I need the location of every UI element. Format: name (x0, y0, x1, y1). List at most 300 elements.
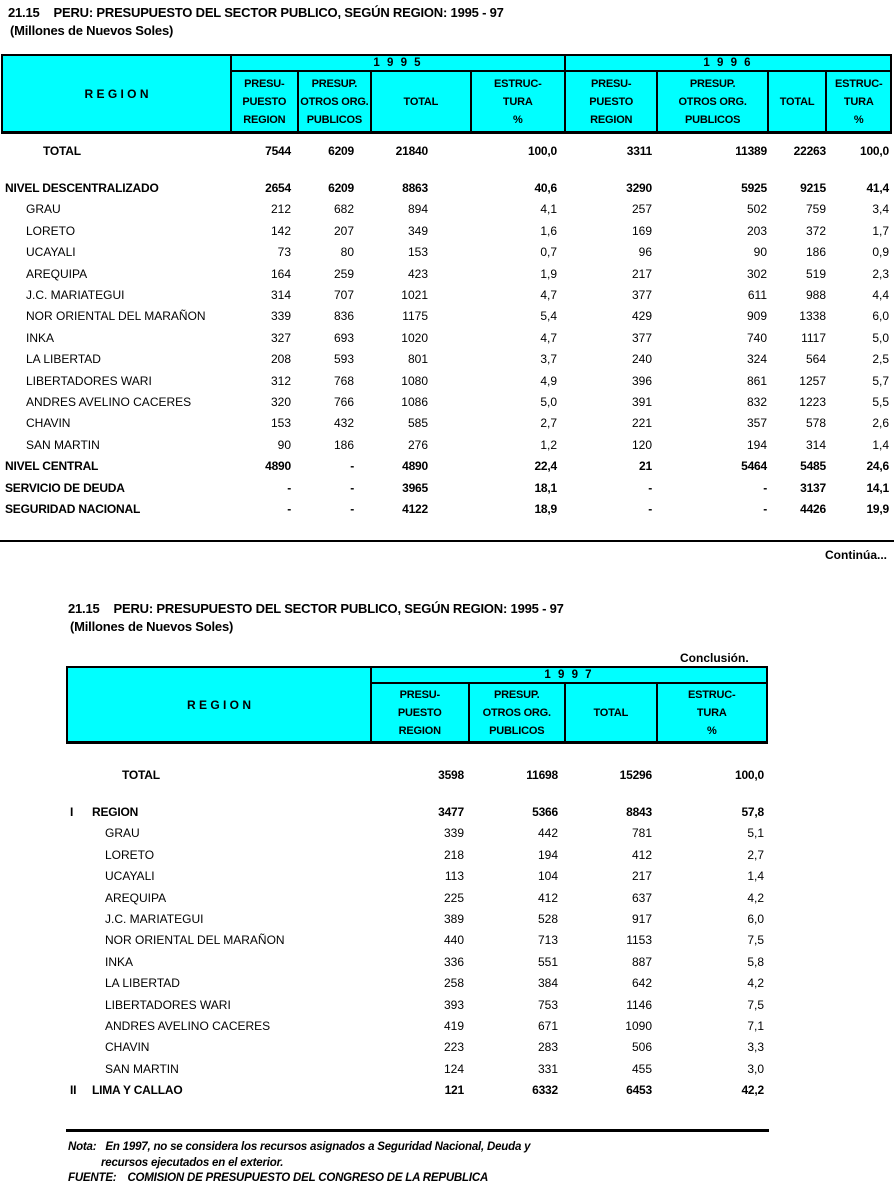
value-cell: - (648, 480, 652, 495)
value-cell: 283 (537, 1040, 558, 1055)
value-cell: 40,6 (534, 181, 557, 196)
value-cell: 1086 (401, 394, 428, 409)
value-cell: 832 (746, 394, 767, 409)
row-label-text: INKA (26, 330, 55, 345)
value-cell: 6,0 (747, 912, 764, 927)
table-row (66, 887, 768, 908)
row-label-text: LA LIBERTAD (26, 352, 101, 367)
value-cell: 8843 (626, 805, 652, 820)
table-row (1, 498, 892, 519)
table-row (66, 1015, 768, 1036)
value-cell: 1,7 (872, 223, 889, 238)
table1-rows (1, 140, 892, 520)
row-label (1, 144, 232, 158)
row-label (1, 459, 232, 473)
value-cell: 18,9 (534, 501, 557, 516)
value-cell: 429 (631, 309, 652, 324)
value-cell: 4,9 (540, 373, 557, 388)
row-label (1, 331, 232, 345)
value-cell: 100,0 (527, 143, 557, 158)
row-label (1, 202, 232, 216)
value-cell: 4122 (402, 501, 428, 516)
row-label-text: LORETO (105, 847, 155, 862)
value-cell: 100,0 (859, 143, 889, 158)
nota-label: Nota: (68, 1141, 97, 1153)
value-cell: 1,2 (540, 437, 557, 452)
value-cell: 396 (631, 373, 652, 388)
value-cell: 2,6 (872, 416, 889, 431)
row-numeral: I (70, 805, 74, 820)
value-cell: 8863 (402, 181, 428, 196)
row-label (66, 1062, 372, 1076)
value-cell: 153 (407, 245, 428, 260)
value-cell: 100,0 (734, 767, 764, 782)
col-header-otros-organismos: PRESUP. OTROS ORG. PUBLICOS (656, 72, 766, 131)
row-label-text: TOTAL (122, 767, 160, 782)
row-label (1, 395, 232, 409)
value-cell: 642 (631, 976, 652, 991)
value-cell: 1020 (401, 330, 428, 345)
value-cell: 593 (333, 352, 354, 367)
table-row (66, 823, 768, 844)
value-cell: 21840 (395, 143, 428, 158)
value-cell: 22263 (793, 143, 826, 158)
col-header-total: TOTAL (370, 72, 469, 131)
value-cell: 801 (407, 352, 428, 367)
value-cell: 1257 (799, 373, 826, 388)
value-cell: 2654 (265, 181, 291, 196)
value-cell: 336 (443, 954, 464, 969)
table-row (66, 801, 768, 822)
value-cell: 225 (443, 890, 464, 905)
value-cell: 349 (407, 223, 428, 238)
value-cell: 393 (443, 997, 464, 1012)
value-cell: 203 (746, 223, 767, 238)
value-cell: 194 (746, 437, 767, 452)
value-cell: 506 (631, 1040, 652, 1055)
value-cell: 186 (333, 437, 354, 452)
value-cell: 19,9 (866, 501, 889, 516)
value-cell: 5,8 (747, 954, 764, 969)
value-cell: 3137 (800, 480, 826, 495)
table-row (1, 413, 892, 434)
value-cell: 551 (537, 954, 558, 969)
value-cell: 0,9 (872, 245, 889, 260)
row-label (66, 1019, 372, 1033)
value-cell: - (350, 501, 354, 516)
row-label-text: LIBERTADORES WARI (26, 373, 152, 388)
value-cell: 5,0 (540, 394, 557, 409)
value-cell: 121 (444, 1083, 464, 1098)
row-label-text: INKA (105, 954, 134, 969)
value-cell: 2,7 (747, 847, 764, 862)
row-label-text: SAN MARTIN (26, 437, 100, 452)
row-label (1, 352, 232, 366)
year-1996-label: 1 9 9 6 (566, 56, 890, 72)
footer-divider (66, 1129, 769, 1132)
col-header-otros-organismos: PRESUP. OTROS ORG. PUBLICOS (468, 684, 565, 741)
value-cell: 564 (805, 352, 826, 367)
value-cell: 637 (631, 890, 652, 905)
value-cell: 894 (407, 202, 428, 217)
value-cell: - (350, 459, 354, 474)
table-row (66, 930, 768, 951)
value-cell: 90 (753, 245, 767, 260)
value-cell: 682 (333, 202, 354, 217)
page-title-2 (68, 601, 564, 616)
row-label (1, 267, 232, 281)
table-row (66, 973, 768, 994)
value-cell: 377 (631, 330, 652, 345)
value-cell: - (287, 501, 291, 516)
page-subtitle-2: (Millones de Nuevos Soles) (70, 619, 234, 634)
col-header-presupuesto-region: PRESU- PUESTO REGION (589, 77, 634, 126)
row-label (66, 912, 372, 926)
value-cell: 7,1 (747, 1018, 764, 1033)
table-title-text: PERU: PRESUPUESTO DEL SECTOR PUBLICO, SEGÚN REGION: 1995 - 97 (53, 5, 504, 20)
conclusion-note: Conclusión. (680, 651, 749, 665)
value-cell: 693 (333, 330, 354, 345)
value-cell: 57,8 (741, 805, 764, 820)
table-row (1, 327, 892, 348)
value-cell: - (648, 501, 652, 516)
table-row (1, 199, 892, 220)
row-label-text: UCAYALI (105, 869, 155, 884)
value-cell: 578 (805, 416, 826, 431)
value-cell: 4,7 (540, 330, 557, 345)
value-cell: 412 (631, 847, 652, 862)
value-cell: 217 (631, 266, 652, 281)
value-cell: 164 (270, 266, 291, 281)
value-cell: 0,7 (540, 245, 557, 260)
table-row (66, 1058, 768, 1079)
table-row (1, 284, 892, 305)
table-row (66, 844, 768, 865)
row-label (1, 438, 232, 452)
value-cell: 96 (638, 245, 652, 260)
row-label-text: NOR ORIENTAL DEL MARAÑON (26, 309, 206, 324)
value-cell: 207 (333, 223, 354, 238)
value-cell: 4890 (265, 459, 291, 474)
row-label (66, 768, 372, 782)
value-cell: 314 (805, 437, 826, 452)
value-cell: 357 (746, 416, 767, 431)
row-label (66, 998, 372, 1012)
value-cell: 3965 (402, 480, 428, 495)
table-title-text: PERU: PRESUPUESTO DEL SECTOR PUBLICO, SEGÚN REGION: 1995 - 97 (113, 601, 564, 616)
value-cell: 372 (805, 223, 826, 238)
row-label (66, 933, 372, 947)
value-cell: 24,6 (866, 459, 889, 474)
value-cell: 391 (631, 394, 652, 409)
value-cell: 331 (537, 1061, 558, 1076)
value-cell: 917 (631, 912, 652, 927)
table-row (66, 951, 768, 972)
value-cell: 11389 (735, 143, 767, 158)
row-label-text: ANDRES AVELINO CACERES (26, 394, 192, 409)
value-cell: 276 (407, 437, 428, 452)
value-cell: 104 (537, 869, 558, 884)
value-cell: 5,0 (872, 330, 889, 345)
value-cell: 169 (631, 223, 652, 238)
value-cell: 314 (270, 288, 291, 303)
value-cell: 14,1 (866, 480, 889, 495)
row-label (66, 826, 372, 840)
value-cell: 212 (270, 202, 291, 217)
value-cell: 1223 (799, 394, 826, 409)
value-cell: 240 (631, 352, 652, 367)
table-row (1, 140, 892, 161)
row-label (1, 309, 232, 323)
value-cell: 259 (333, 266, 354, 281)
value-cell: 713 (537, 933, 558, 948)
value-cell: 3290 (626, 181, 652, 196)
row-label (1, 481, 232, 495)
row-label (66, 848, 372, 862)
value-cell: 4,2 (747, 976, 764, 991)
row-label-text: ANDRES AVELINO CACERES (105, 1018, 271, 1033)
col-header-otros-organismos: PRESUP. OTROS ORG. PUBLICOS (297, 72, 371, 131)
table1-group-1995 (230, 56, 564, 131)
table-row (66, 764, 768, 785)
value-cell: 6,0 (872, 309, 889, 324)
row-label (1, 288, 232, 302)
value-cell: 5,4 (540, 309, 557, 324)
value-cell: 9215 (800, 181, 826, 196)
nota-line2: recursos ejecutados en el exterior. (101, 1157, 284, 1169)
value-cell: 3311 (626, 143, 652, 158)
row-label (66, 805, 372, 819)
value-cell: 7544 (265, 143, 291, 158)
row-label-text: SEGURIDAD NACIONAL (5, 501, 141, 516)
value-cell: 5925 (741, 181, 767, 196)
value-cell: 339 (443, 826, 464, 841)
value-cell: 419 (443, 1018, 464, 1033)
value-cell: 1153 (626, 933, 652, 948)
value-cell: 442 (537, 826, 558, 841)
row-label-text: NIVEL CENTRAL (5, 459, 99, 474)
value-cell: 1,9 (540, 266, 557, 281)
value-cell: 6209 (328, 181, 354, 196)
value-cell: 223 (443, 1040, 464, 1055)
value-cell: 2,5 (872, 352, 889, 367)
row-label (66, 1040, 372, 1054)
row-label-text: TOTAL (43, 143, 81, 158)
value-cell: 528 (537, 912, 558, 927)
value-cell: 1,6 (540, 223, 557, 238)
row-label-text: LIBERTADORES WARI (105, 997, 231, 1012)
col-header-estructura: ESTRUC- TURA % (656, 684, 766, 741)
value-cell: 740 (746, 330, 767, 345)
table-row (66, 866, 768, 887)
value-cell: 412 (537, 890, 558, 905)
value-cell: 4,2 (747, 890, 764, 905)
table-number: 21.15 (8, 5, 40, 20)
row-label-text: SERVICIO DE DEUDA (5, 480, 125, 495)
value-cell: 22,4 (534, 459, 557, 474)
value-cell: 384 (537, 976, 558, 991)
row-label (1, 224, 232, 238)
value-cell: 836 (333, 309, 354, 324)
value-cell: 41,4 (866, 181, 889, 196)
row-label-text: AREQUIPA (105, 890, 167, 905)
year-1997-label: 1 9 9 7 (372, 668, 766, 684)
page-title (8, 5, 504, 20)
value-cell: 5,7 (872, 373, 889, 388)
value-cell: 3598 (438, 767, 464, 782)
table-row (1, 177, 892, 198)
section-divider (0, 540, 894, 542)
row-label (66, 1083, 372, 1097)
value-cell: 7,5 (747, 997, 764, 1012)
value-cell: 4,4 (872, 288, 889, 303)
value-cell: 257 (631, 202, 652, 217)
value-cell: 389 (443, 912, 464, 927)
value-cell: 2,7 (540, 416, 557, 431)
table-row (66, 994, 768, 1015)
row-label-text: CHAVIN (26, 416, 71, 431)
table-row (66, 1037, 768, 1058)
continua-note: Continúa... (825, 548, 887, 562)
fuente-text: COMISION DE PRESUPUESTO DEL CONGRESO DE LA REPUBLICA (127, 1172, 489, 1184)
table-row (1, 220, 892, 241)
row-label-text: NOR ORIENTAL DEL MARAÑON (105, 933, 285, 948)
value-cell: 988 (805, 288, 826, 303)
value-cell: 909 (746, 309, 767, 324)
value-cell: 1,4 (872, 437, 889, 452)
value-cell: 3,7 (540, 352, 557, 367)
value-cell: 4,7 (540, 288, 557, 303)
value-cell: 3477 (438, 805, 464, 820)
value-cell: 377 (631, 288, 652, 303)
row-label-text: NIVEL DESCENTRALIZADO (5, 181, 159, 196)
value-cell: - (350, 480, 354, 495)
row-label-text: UCAYALI (26, 245, 76, 260)
value-cell: 6453 (626, 1083, 652, 1098)
col-header-presupuesto-region: PRESU- PUESTO REGION (397, 688, 442, 737)
table-row (1, 306, 892, 327)
col-header-estructura: ESTRUC- TURA % (825, 72, 890, 131)
table-row (1, 349, 892, 370)
value-cell: 5,1 (747, 826, 764, 841)
value-cell: 1175 (402, 309, 428, 324)
value-cell: 312 (270, 373, 291, 388)
value-cell: 6332 (532, 1083, 558, 1098)
table-row (1, 242, 892, 263)
page-subtitle: (Millones de Nuevos Soles) (10, 23, 174, 38)
table-row (1, 434, 892, 455)
col-header-estructura: ESTRUC- TURA % (470, 72, 564, 131)
value-cell: 4890 (402, 459, 428, 474)
row-label (66, 891, 372, 905)
row-label-text: GRAU (26, 202, 61, 217)
value-cell: - (287, 480, 291, 495)
row-label-text: SAN MARTIN (105, 1061, 179, 1076)
row-label-text: CHAVIN (105, 1040, 150, 1055)
value-cell: 519 (805, 266, 826, 281)
row-label-text: J.C. MARIATEGUI (26, 288, 125, 303)
value-cell: 781 (631, 826, 652, 841)
value-cell: 440 (443, 933, 464, 948)
col-header-total: TOTAL (564, 684, 656, 741)
row-label (1, 374, 232, 388)
value-cell: 5,5 (872, 394, 889, 409)
value-cell: 320 (270, 394, 291, 409)
value-cell: 90 (277, 437, 291, 452)
value-cell: 124 (443, 1061, 464, 1076)
table1-header (1, 54, 892, 134)
value-cell: 153 (270, 416, 291, 431)
value-cell: 611 (747, 288, 767, 303)
value-cell: 1146 (626, 997, 652, 1012)
row-label-text: GRAU (105, 826, 140, 841)
col-header-presupuesto-region: PRESU- PUESTO REGION (242, 77, 287, 126)
value-cell: 194 (537, 847, 558, 862)
table-row (1, 477, 892, 498)
value-cell: 502 (746, 202, 767, 217)
row-numeral: II (70, 1083, 77, 1098)
value-cell: 432 (333, 416, 354, 431)
row-label (1, 181, 232, 195)
value-cell: 4,1 (540, 202, 557, 217)
value-cell: 768 (333, 373, 354, 388)
row-label (1, 245, 232, 259)
fuente-line (68, 1172, 488, 1184)
year-1995-label: 1 9 9 5 (232, 56, 564, 72)
row-label (1, 502, 232, 516)
value-cell: 11698 (526, 767, 558, 782)
value-cell: 327 (270, 330, 291, 345)
value-cell: 1021 (401, 288, 428, 303)
value-cell: 455 (631, 1061, 652, 1076)
value-cell: 7,5 (747, 933, 764, 948)
value-cell: 759 (805, 202, 826, 217)
value-cell: 73 (277, 245, 291, 260)
table2-group-1997 (370, 668, 766, 741)
value-cell: 4426 (800, 501, 826, 516)
value-cell: 221 (631, 416, 652, 431)
value-cell: 302 (746, 266, 767, 281)
value-cell: 3,3 (747, 1040, 764, 1055)
value-cell: - (763, 501, 767, 516)
value-cell: 3,4 (872, 202, 889, 217)
value-cell: 324 (746, 352, 767, 367)
table-row (1, 455, 892, 476)
row-label-text: AREQUIPA (26, 266, 88, 281)
value-cell: 15296 (619, 767, 652, 782)
value-cell: 753 (537, 997, 558, 1012)
value-cell: 142 (270, 223, 291, 238)
row-label (66, 955, 372, 969)
value-cell: 80 (340, 245, 354, 260)
nota-text: En 1997, no se considera los recursos asignados a Seguridad Nacional, Deuda y (105, 1141, 531, 1153)
row-label-text: LORETO (26, 223, 76, 238)
col-header-total: TOTAL (767, 72, 826, 131)
value-cell: 2,3 (872, 266, 889, 281)
value-cell: 120 (631, 437, 652, 452)
fuente-label: FUENTE: (68, 1172, 117, 1184)
value-cell: 707 (333, 288, 354, 303)
row-label (66, 869, 372, 883)
value-cell: 217 (631, 869, 652, 884)
value-cell: 423 (407, 266, 428, 281)
row-label-text: J.C. MARIATEGUI (105, 912, 204, 927)
table-row (1, 263, 892, 284)
value-cell: 1,4 (747, 869, 764, 884)
value-cell: 5485 (800, 459, 826, 474)
value-cell: 18,1 (534, 480, 557, 495)
value-cell: 3,0 (747, 1061, 764, 1076)
